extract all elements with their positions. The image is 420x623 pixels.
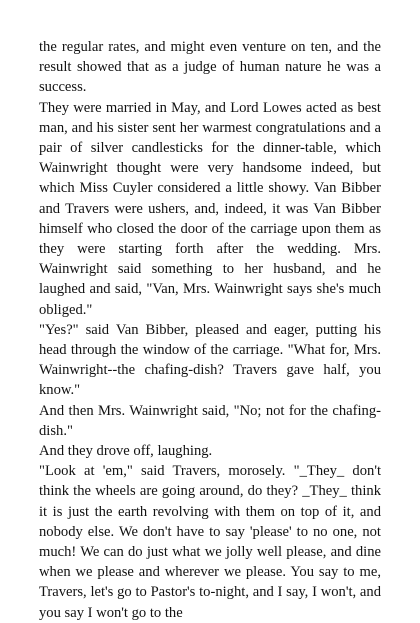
paragraph-mrs-wainwright-reply: And then Mrs. Wainwright said, "No; not for the chafing-dish." (39, 402, 381, 439)
book-page (39, 37, 381, 623)
paragraph-travers-speech: "Look at 'em," said Travers, morosely. "_They_ don't think the wheels are going around, do they? _They_ think it is just the earth revolving with them on top of it, and nobody else. We don't have to say 'please' to no one, not much! We can do just what we jolly well please, and dine when we please and wherever we please. You say to me, Travers, let's go to Pastor's to-night, and I say, I won't, and you say I won't go to the (39, 463, 381, 621)
paragraph-continuation: the regular rates, and might even venture on ten, and the result showed that as a judge of human nature he was a success. (39, 39, 381, 96)
paragraph-drove-off: And they drove off, laughing. (39, 443, 213, 460)
paragraph-wedding: They were married in May, and Lord Lowes acted as best man, and his sister sent her warmest congratulations and a pair of silver candlesticks for the dinner-table, which Wainwright thought were very handsome indeed, but which Miss Cuyler considered a little showy. Van Bibber and Travers were ushers, and, indeed, it was Van Bibber himself who closed the door of the carriage upon them as they were starting forth after the wedding. Mrs. Wainwright said something to her husband, and he laughed and said, "Van, Mrs. Wainwright says she's much obliged." (39, 99, 381, 318)
paragraph-van-bibber-reply: "Yes?" said Van Bibber, pleased and eager, putting his head through the window of the carriage. "What for, Mrs. Wainwright--the chafing-dish? Travers gave half, you know." (39, 321, 381, 399)
